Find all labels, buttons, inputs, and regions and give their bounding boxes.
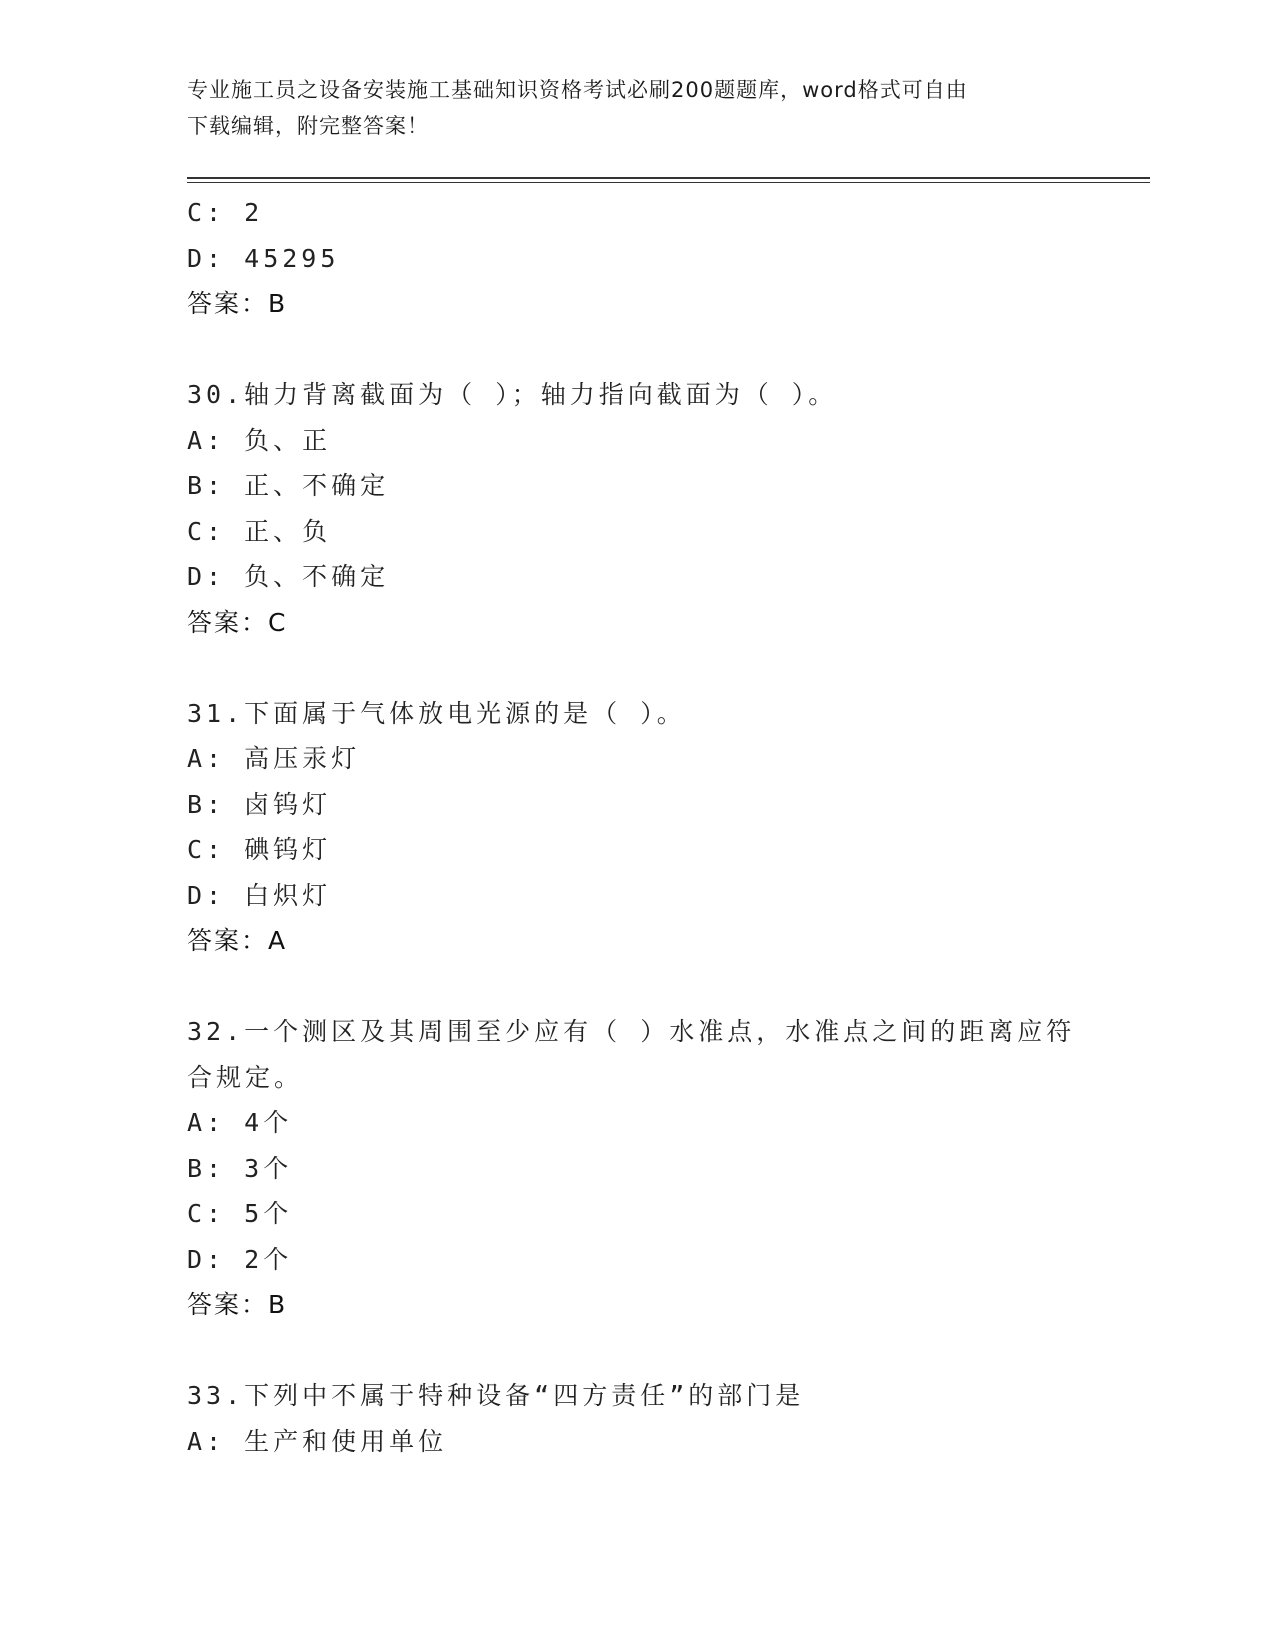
- spacer: [187, 1328, 1087, 1374]
- question-stem-line-2: 合规定。: [187, 1062, 304, 1092]
- question-block-33: [187, 1373, 1087, 1464]
- question-block-prev: [187, 190, 1087, 327]
- option-a: A: 生产和使用单位: [187, 1426, 448, 1456]
- spacer: [187, 645, 1087, 691]
- answer-line: 答案：A: [187, 926, 288, 955]
- option-a: A: 负、正: [187, 425, 332, 455]
- option-a: A: 4个: [187, 1108, 293, 1137]
- answer-line: 答案：B: [187, 1290, 288, 1319]
- answer-line: 答案：C: [187, 607, 288, 637]
- option-c: C: 5个: [187, 1199, 293, 1228]
- option-b: B: 正、不确定: [187, 471, 390, 500]
- spacer: [187, 327, 1087, 373]
- option-c: C: 2: [187, 198, 264, 227]
- header-divider-thin: [187, 182, 1150, 183]
- option-c: C: 碘钨灯: [187, 835, 332, 864]
- question-stem: 33.下列中不属于特种设备“四方责任”的部门是: [187, 1381, 805, 1410]
- header-title-line-2: 下载编辑，附完整答案！: [187, 114, 429, 138]
- option-c: C: 正、负: [187, 516, 332, 546]
- question-block-32: [187, 1009, 1087, 1328]
- option-b: B: 3个: [187, 1153, 293, 1183]
- question-block-30: [187, 372, 1087, 645]
- header-divider-thick: [187, 177, 1150, 179]
- option-b: B: 卤钨灯: [187, 789, 332, 819]
- header-title-line-1: 专业施工员之设备安装施工基础知识资格考试必刷200题题库，word格式可自由: [187, 78, 968, 102]
- option-d: D: 负、不确定: [187, 562, 390, 591]
- question-stem: 30.轴力背离截面为（ ）；轴力指向截面为（ ）。: [187, 380, 838, 409]
- option-a: A: 高压汞灯: [187, 744, 361, 773]
- option-d: D: 2个: [187, 1244, 293, 1274]
- question-stem: 31.下面属于气体放电光源的是（ ）。: [187, 698, 686, 728]
- question-stem-line-1: 32.一个测区及其周围至少应有（ ）水准点，水准点之间的距离应符: [187, 1017, 1076, 1046]
- question-block-31: [187, 691, 1087, 964]
- spacer: [187, 964, 1087, 1010]
- option-d: D: 白炽灯: [187, 880, 332, 910]
- question-list: [187, 190, 1087, 1464]
- answer-line: 答案：B: [187, 289, 288, 318]
- option-d: D: 45295: [187, 243, 340, 273]
- document-header: [187, 72, 1087, 144]
